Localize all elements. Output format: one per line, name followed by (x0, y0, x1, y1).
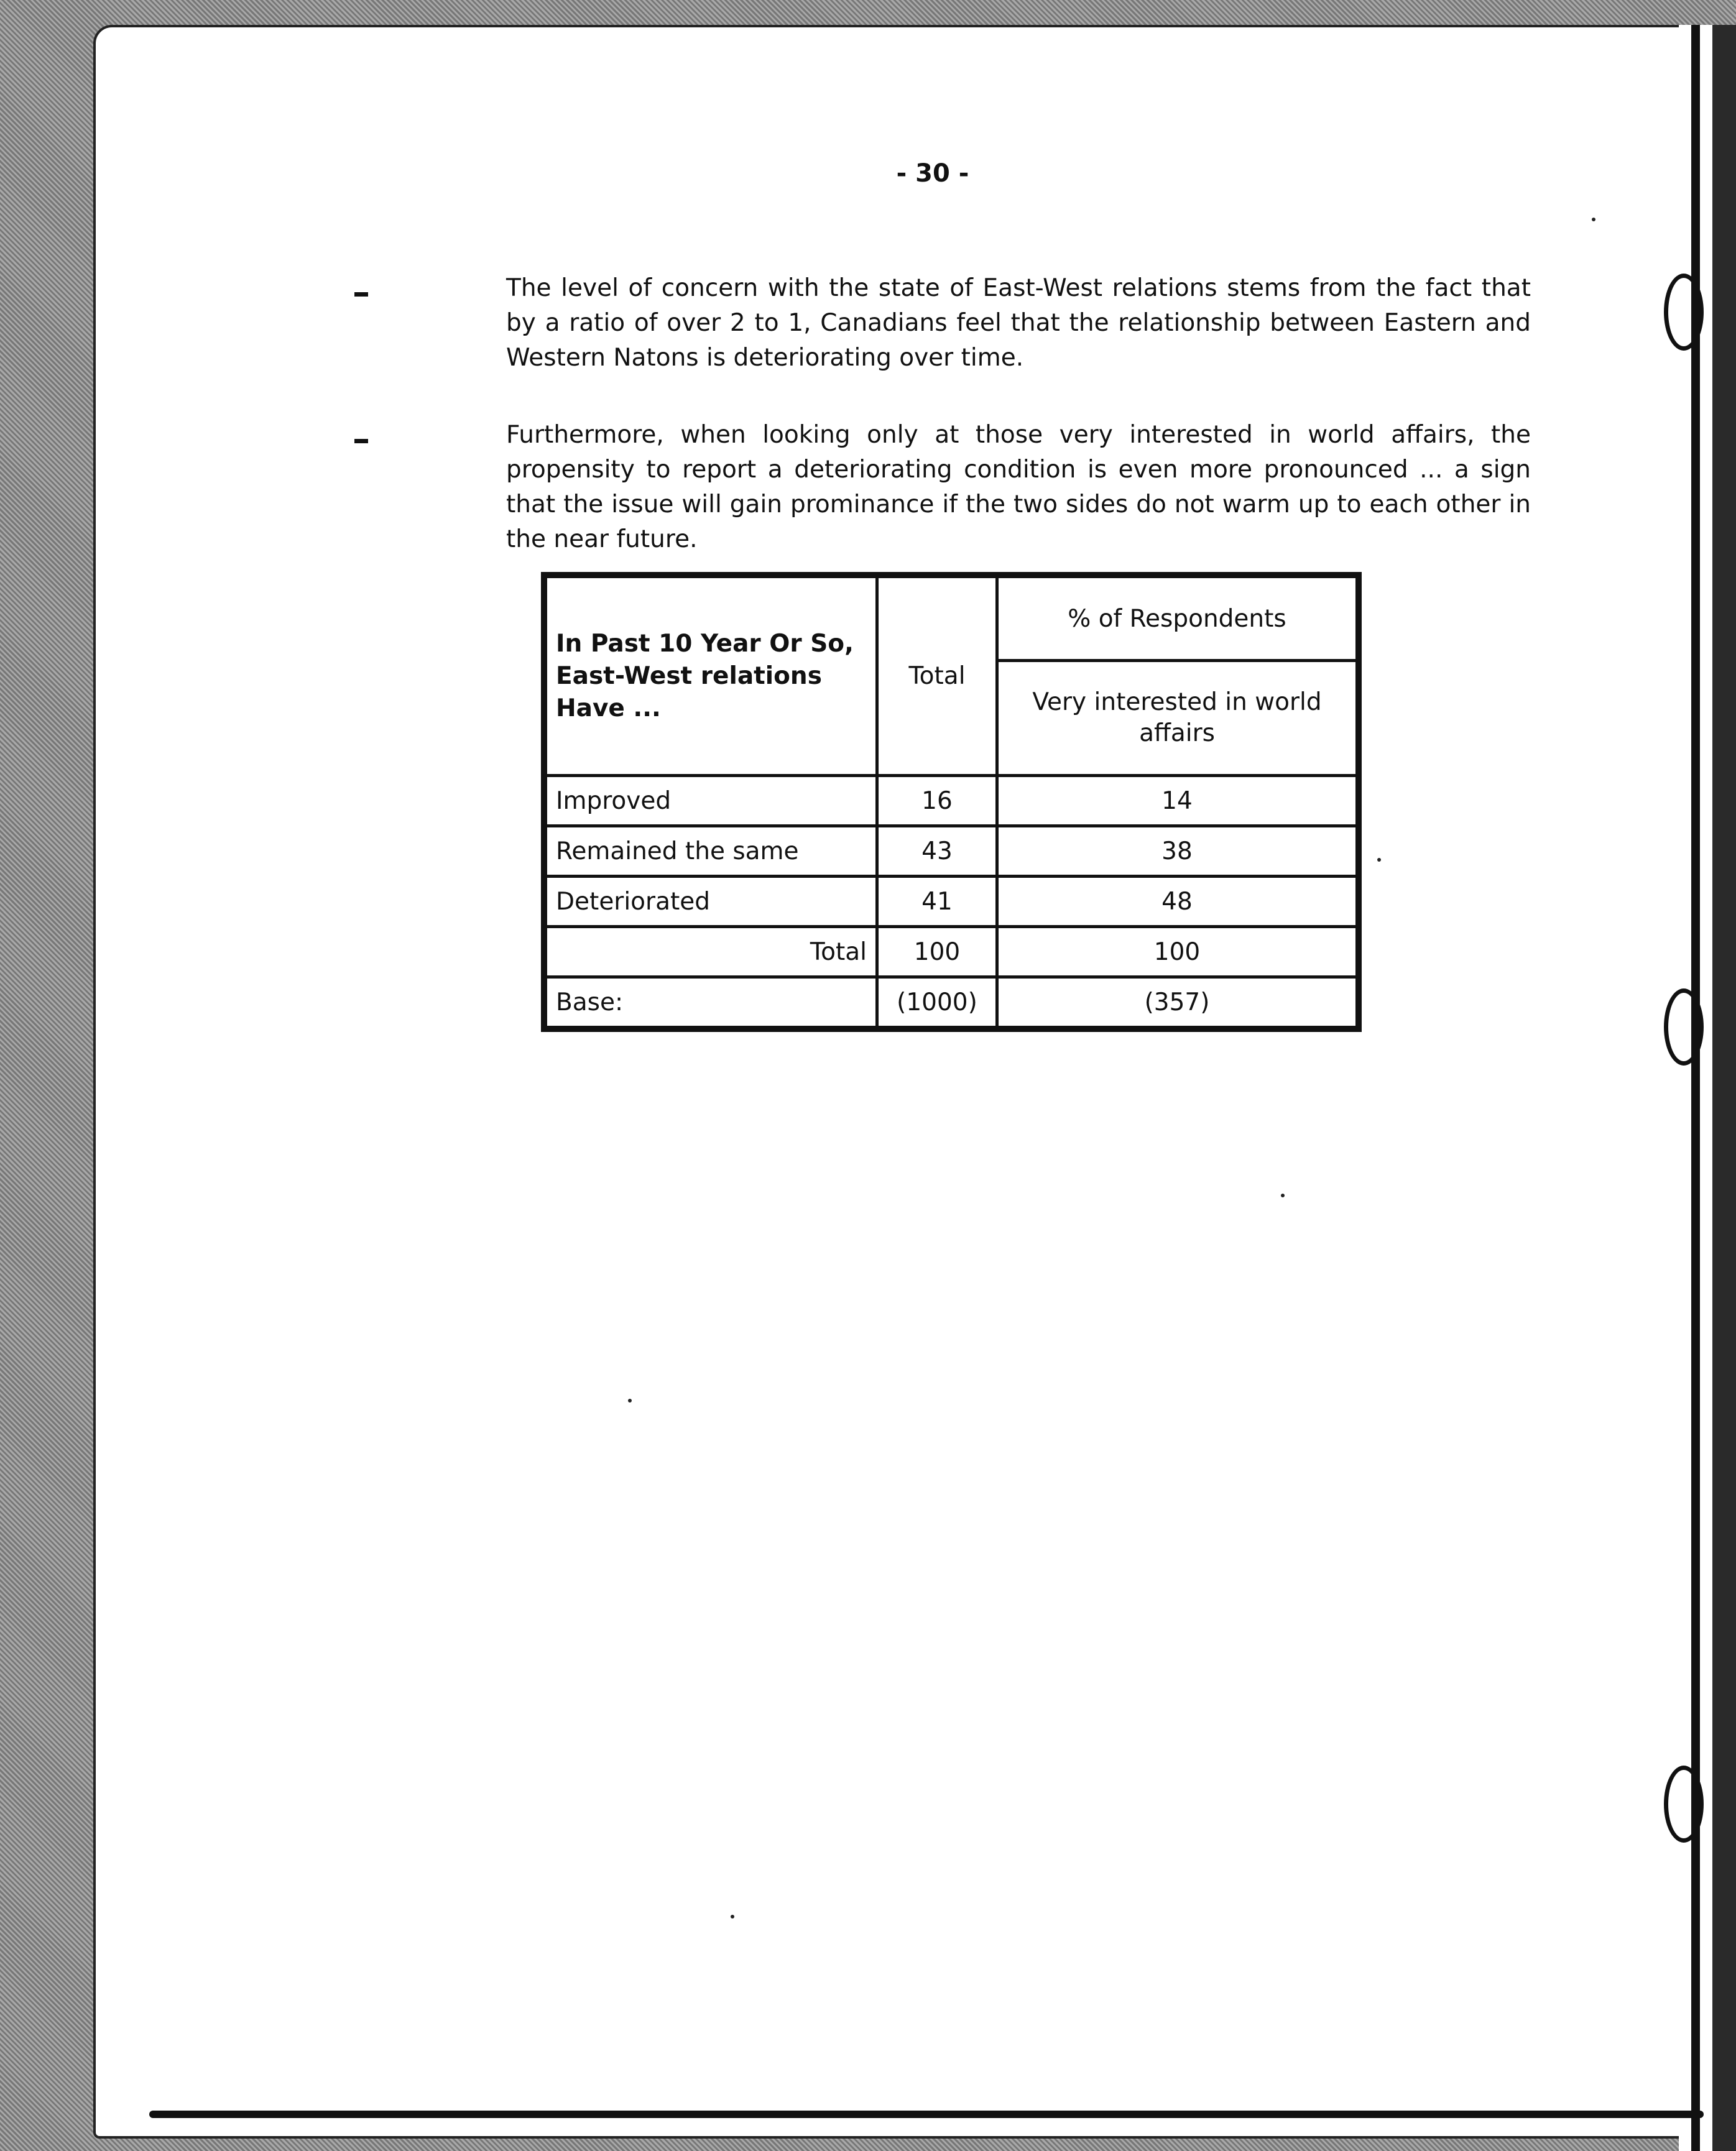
total-row (544, 927, 1359, 977)
base-row (544, 977, 1359, 1029)
paragraph-1: The level of concern with the state of East-West relations stems from the fact that by a ratio of over 2 to 1, Canadians feel that the relationship between Eastern and Western Natons is deteriorating over time. (506, 274, 1531, 372)
row-header: In Past 10 Year Or So, East-West relations Have ... (544, 575, 877, 776)
scan-speck (1592, 218, 1595, 221)
dash-bullet-2 (354, 439, 368, 443)
table-row (544, 877, 1359, 927)
very-interested-value: 48 (997, 877, 1359, 927)
table-row (544, 826, 1359, 877)
respondents-group-header: % of Respondents (997, 575, 1359, 661)
dash-bullet-1 (354, 292, 368, 297)
total-row-total: 100 (877, 927, 997, 977)
binder-ring-middle (1664, 988, 1704, 1066)
scan-speck (731, 1915, 734, 1918)
row-label: Remained the same (544, 826, 877, 877)
relations-table (541, 572, 1362, 1032)
scan-speck (628, 1399, 632, 1403)
page-bottom-edge (149, 2111, 1704, 2118)
page-number: - 30 - (896, 159, 969, 188)
base-row-total: (1000) (877, 977, 997, 1029)
binder-ring-top (1664, 274, 1704, 351)
base-row-very: (357) (997, 977, 1359, 1029)
total-value: 16 (877, 776, 997, 826)
very-interested-value: 14 (997, 776, 1359, 826)
total-row-very: 100 (997, 927, 1359, 977)
scan-speck (1281, 1194, 1285, 1197)
paragraph-2: Furthermore, when looking only at those very interested in world affairs, the propensity to report a deteriorating condition is even more pronounced ... a sign that the issue will gain prominance if the two sides do not warm up to each other in the near future. (506, 421, 1531, 553)
row-label: Improved (544, 776, 877, 826)
scan-speck (1377, 858, 1381, 862)
very-interested-column-header: Very interested in world affairs (997, 661, 1359, 776)
total-column-header: Total (877, 575, 997, 776)
base-row-label: Base: (544, 977, 877, 1029)
total-value: 41 (877, 877, 997, 927)
binder-ring-bottom (1664, 1766, 1704, 1843)
total-value: 43 (877, 826, 997, 877)
table-row (544, 776, 1359, 826)
total-row-label: Total (544, 927, 877, 977)
row-label: Deteriorated (544, 877, 877, 927)
very-interested-value: 38 (997, 826, 1359, 877)
